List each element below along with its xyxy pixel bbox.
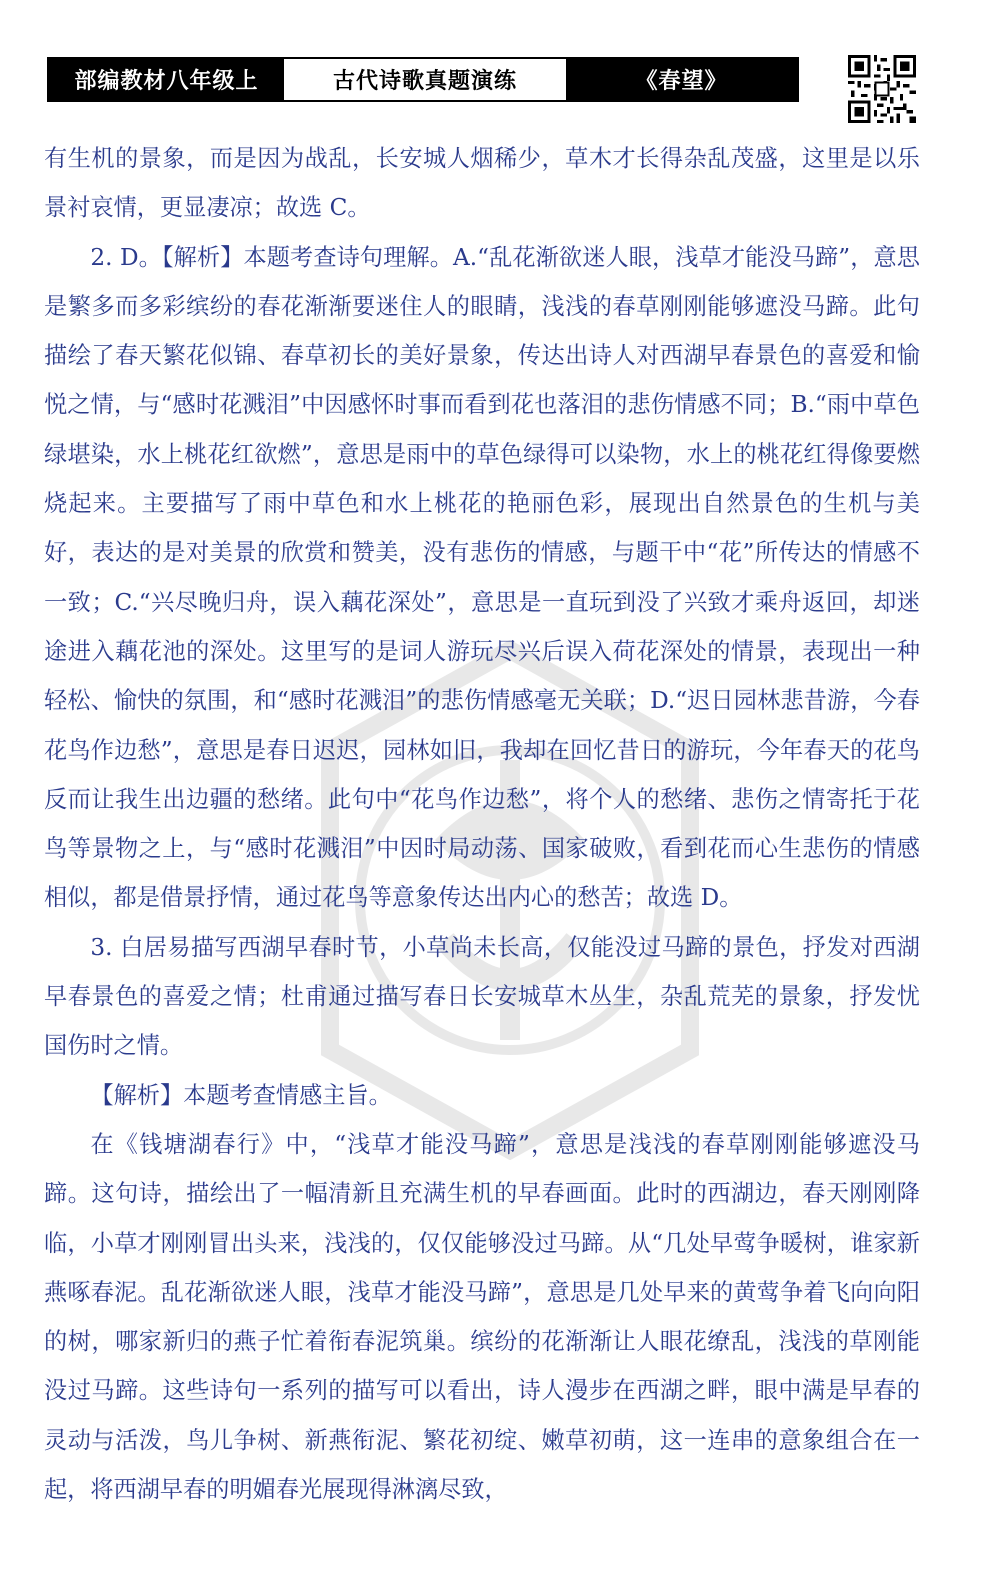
answer-text — [44, 134, 920, 1514]
paragraph-answer-2: 2. D。【解析】本题考查诗句理解。A.“乱花渐欲迷人眼，浅草才能没马蹄”，意思是繁多而多彩缤纷的春花渐渐要迷住人的眼睛，浅浅的春草刚刚能够遮没马蹄。此句描绘了春天繁花似锦、春草初长的美好景象，传达出诗人对西湖早春景色的喜爱和愉悦之情，与“感时花溅泪”中因感怀时事而看到花也落泪的悲伤情感不同；B.“雨中草色绿堪染，水上桃花红欲燃”，意思是雨中的草色绿得可以染物，水上的桃花红得像要燃烧起来。主要描写了雨中草色和水上桃花的艳丽色彩，展现出自然景色的生机与美好，表达的是对美景的欣赏和赞美，没有悲伤的情感，与题干中“花”所传达的情感不一致；C.“兴尽晚归舟，误入藕花深处”，意思是一直玩到没了兴致才乘舟返回，却迷途进入藕花池的深处。这里写的是词人游玩尽兴后误入荷花深处的情景，表现出一种轻松、愉快的氛围，和“感时花溅泪”的悲伤情感毫无关联；D.“迟日园林悲昔游，今春花鸟作边愁”，意思是春日迟迟，园林如旧，我却在回忆昔日的游玩，今年春天的花鸟反而让我生出边疆的愁绪。此句中“花鸟作边愁”，将个人的愁绪、悲伤之情寄托于花鸟等景物之上，与“感时花溅泪”中因时局动荡、国家破败，看到花而心生悲伤的情感相似，都是借景抒情，通过花鸟等意象传达出内心的愁苦；故选 D。 — [44, 243, 920, 912]
qr-code-icon — [848, 55, 916, 123]
header-section-label: 古代诗歌真题演练 — [284, 59, 566, 100]
paragraph-analysis-body: 在《钱塘湖春行》中，“浅草才能没马蹄”，意思是浅浅的春草刚刚能够遮没马蹄。这句诗，描绘出了一幅清新且充满生机的早春画面。此时的西湖边，春天刚刚降临，小草才刚刚冒出头来，浅浅的，仅仅能够没过马蹄。从“几处早莺争暖树，谁家新燕啄春泥。乱花渐欲迷人眼，浅草才能没马蹄”，意思是几处早来的黄莺争着飞向向阳的树，哪家新归的燕子忙着衔春泥筑巢。缤纷的花渐渐让人眼花缭乱，浅浅的草刚能没过马蹄。这些诗句一系列的描写可以看出，诗人漫步在西湖之畔，眼中满是早春的灵动与活泼，鸟儿争树、新燕衔泥、繁花初绽、嫩草初萌，这一连串的意象组合在一起，将西湖早春的明媚春光展现得淋漓尽致， — [44, 1130, 920, 1504]
header-poem-title: 《春望》 — [566, 59, 797, 100]
header-bar — [47, 57, 799, 102]
paragraph-analysis-heading: 【解析】本题考查情感主旨。 — [90, 1081, 392, 1109]
header-textbook-label: 部编教材八年级上 — [49, 59, 284, 100]
paragraph-continuation: 有生机的景象，而是因为战乱，长安城人烟稀少，草木才长得杂乱茂盛，这里是以乐景衬哀情，更显凄凉；故选 C。 — [44, 145, 920, 222]
paragraph-answer-3: 3. 白居易描写西湖早春时节，小草尚未长高，仅能没过马蹄的景色，抒发对西湖早春景色的喜爱之情；杜甫通过描写春日长安城草木丛生，杂乱荒芜的景象，抒发忧国伤时之情。 — [44, 933, 920, 1060]
